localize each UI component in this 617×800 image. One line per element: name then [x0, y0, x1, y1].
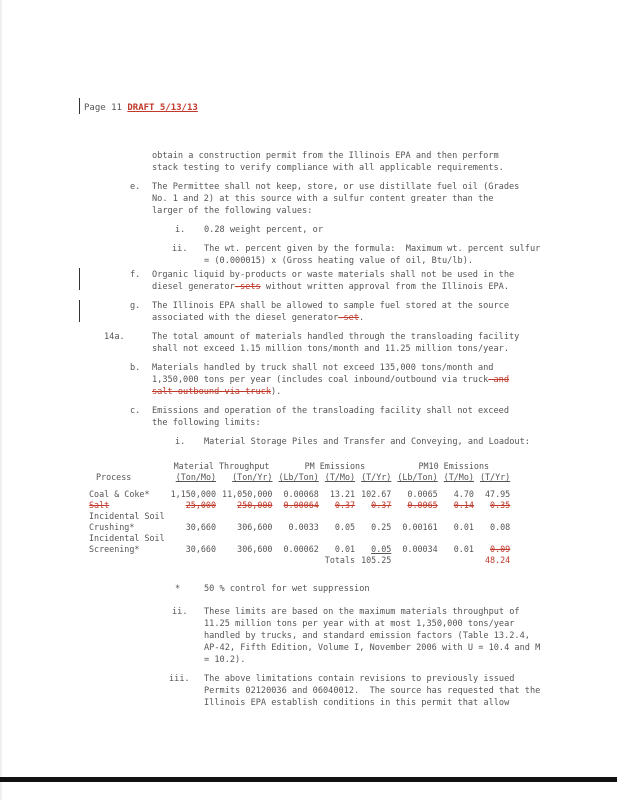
subitem-marker: i.: [175, 225, 186, 235]
deleted-text: -sets: [234, 282, 261, 292]
value-cell: 0.35: [490, 500, 511, 510]
header-cell: (Lb/Ton): [278, 472, 319, 482]
value-cell: 0.00062: [283, 544, 319, 554]
value-cell: 306,600: [237, 544, 273, 554]
body-line: salt outbound via truck).: [152, 387, 282, 397]
revision-bar: [79, 98, 80, 114]
body-line: = (0.000015) x (Gross heating value of oil, Btu/lb).: [204, 256, 474, 266]
body-line: diesel generator-sets without written approval from the Illinois EPA.: [152, 282, 510, 292]
value-cell: 13.21: [329, 489, 356, 499]
value-cell: 0.09: [490, 544, 511, 554]
item-marker: f.: [130, 270, 141, 280]
value-cell: 0.00034: [402, 544, 438, 554]
body-line: Organic liquid by-products or waste materials shall not be used in the: [152, 270, 515, 280]
table-row-deleted: [86, 500, 513, 511]
value-cell: 11,050,000: [222, 489, 273, 499]
header-cell: (T/Yr): [361, 472, 392, 482]
header-cell: [86, 461, 168, 472]
body-line: The Permittee shall not keep, store, or use distillate fuel oil (Grades: [152, 182, 520, 192]
value-cell: 0.05: [334, 522, 356, 532]
header-cell: PM Emissions: [304, 461, 366, 471]
header-cell: (T/Mo): [443, 472, 474, 482]
body-line: larger of the following values:: [152, 206, 313, 216]
item-marker: g.: [130, 301, 141, 311]
process-cell: Crushing*: [89, 522, 135, 532]
revision-bar: [79, 268, 80, 290]
process-cell: Screening*: [89, 544, 140, 554]
body-line: The wt. percent given by the formula: Maximum wt. percent sulfur: [204, 244, 541, 254]
body-line: associated with the diesel generator-set.: [152, 313, 365, 323]
header-cell: Process: [96, 472, 132, 482]
value-cell: 0.37: [334, 500, 356, 510]
value-cell: 0.0065: [407, 489, 438, 499]
header-cell: (Ton/Yr): [232, 472, 273, 482]
value-cell: 0.37: [371, 500, 392, 510]
revision-bar: [79, 300, 80, 322]
header-cell: (Ton/Mo): [175, 472, 217, 482]
page-number: Page 11: [84, 103, 128, 113]
body-line: 0.28 weight percent, or: [204, 225, 323, 235]
value-cell: 0.01: [334, 544, 356, 554]
header-cell: Material Throughput: [173, 461, 270, 471]
value-cell: 250,000: [237, 500, 273, 510]
value-cell: 0.08: [490, 522, 511, 532]
value-cell: 0.0065: [407, 500, 438, 510]
deleted-text: and: [488, 375, 510, 385]
value-cell: 0.01: [453, 544, 474, 554]
value-cell: 4.70: [453, 489, 474, 499]
subitem-marker: i.: [175, 437, 186, 447]
value-cell: 0.25: [371, 522, 392, 532]
table-row: [86, 489, 513, 500]
body-line: Material Storage Piles and Transfer and Conveying, and Loadout:: [204, 437, 530, 447]
body-line: The above limitations contain revisions to previously issued: [204, 674, 515, 684]
page-left-edge: [0, 0, 2, 800]
table-row: [86, 544, 513, 555]
value-cell: 0.05: [371, 544, 392, 554]
body-line: Permits 02120036 and 06040012. The source has requested that the: [204, 686, 541, 696]
body-line: The total amount of materials handled through the transloading facility: [152, 332, 520, 342]
header-cell: (T/Yr): [479, 472, 511, 482]
deleted-text: -set: [338, 313, 359, 323]
process-cell: Incidental Soil: [89, 511, 165, 521]
body-line: = 10.2).: [204, 655, 246, 665]
item-marker: c.: [130, 406, 141, 416]
subitem-marker: iii.: [169, 674, 190, 684]
body-line: shall not exceed 1.15 million tons/month and 11.25 million tons/year.: [152, 344, 509, 354]
body-line: The Illinois EPA shall be allowed to sample fuel stored at the source: [152, 301, 509, 311]
header-cell: (T/Mo): [324, 472, 356, 482]
value-cell: 30,660: [185, 544, 217, 554]
process-cell: Salt: [89, 500, 110, 510]
body-line: AP-42, Fifth Edition, Volume I, November 2006 with U = 10.4 and M: [204, 643, 541, 653]
value-cell: 306,600: [237, 522, 273, 532]
table-row: [86, 522, 513, 533]
totals-label: Totals: [324, 555, 356, 565]
body-line: handled by trucks, and standard emission factors (Table 13.2.4,: [204, 631, 530, 641]
header-cell: PM10 Emissions: [418, 461, 490, 471]
item-marker: 14a.: [104, 332, 125, 342]
body-line: the following limits:: [152, 418, 261, 428]
value-cell: 0.0033: [288, 522, 319, 532]
item-marker: e.: [130, 182, 141, 192]
item-marker: b.: [130, 363, 141, 373]
value-cell: 25,000: [185, 500, 217, 510]
table-header-row: [86, 472, 513, 483]
value-cell: 30,660: [185, 522, 217, 532]
value-cell: 0.00161: [402, 522, 438, 532]
body-line: Illinois EPA establish conditions in this permit that allow: [204, 698, 510, 708]
emissions-table: [86, 461, 513, 566]
draft-stamp: DRAFT 5/13/13: [127, 103, 198, 113]
value-cell: 47.95: [484, 489, 511, 499]
value-cell: 0.00064: [283, 500, 319, 510]
table-header-row: [86, 461, 513, 472]
table-row: [86, 511, 513, 522]
body-line: stack testing to verify compliance with all applicable requirements.: [152, 163, 504, 173]
body-line: 1,350,000 tons per year (includes coal inbound/outbound via truck and: [152, 375, 510, 385]
process-cell: Incidental Soil: [89, 533, 165, 543]
body-line: No. 1 and 2) at this source with a sulfur content greater than the: [152, 194, 494, 204]
body-line: obtain a construction permit from the Illinois EPA and then perform: [152, 151, 499, 161]
subitem-marker: ii.: [172, 607, 188, 617]
header-cell: (Lb/Ton): [397, 472, 438, 482]
body-line: Emissions and operation of the transloading facility shall not exceed: [152, 406, 509, 416]
totals-pm10-yr: 48.24: [484, 555, 511, 565]
table-totals-row: [86, 555, 513, 566]
table-row: [86, 533, 513, 544]
totals-pm-yr: 105.25: [361, 555, 392, 565]
value-cell: 0.01: [453, 522, 474, 532]
bottom-rule: [0, 777, 617, 782]
value-cell: 0.00068: [283, 489, 319, 499]
value-cell: 102.67: [361, 489, 392, 499]
body-line: These limits are based on the maximum materials throughput of: [204, 607, 520, 617]
value-cell: 1,150,000: [170, 489, 217, 499]
footnote-marker: *: [175, 584, 181, 594]
deleted-text: salt outbound via truck: [152, 387, 271, 397]
body-line: 11.25 million tons per year with at most 1,350,000 tons/year: [204, 619, 515, 629]
process-cell: Coal & Coke*: [89, 489, 150, 499]
body-line: Materials handled by truck shall not exceed 135,000 tons/month and: [152, 363, 494, 373]
value-cell: 0.14: [453, 500, 474, 510]
footnote-text: 50 % control for wet suppression: [204, 584, 370, 594]
page-header: [84, 102, 198, 114]
subitem-marker: ii.: [172, 244, 188, 254]
